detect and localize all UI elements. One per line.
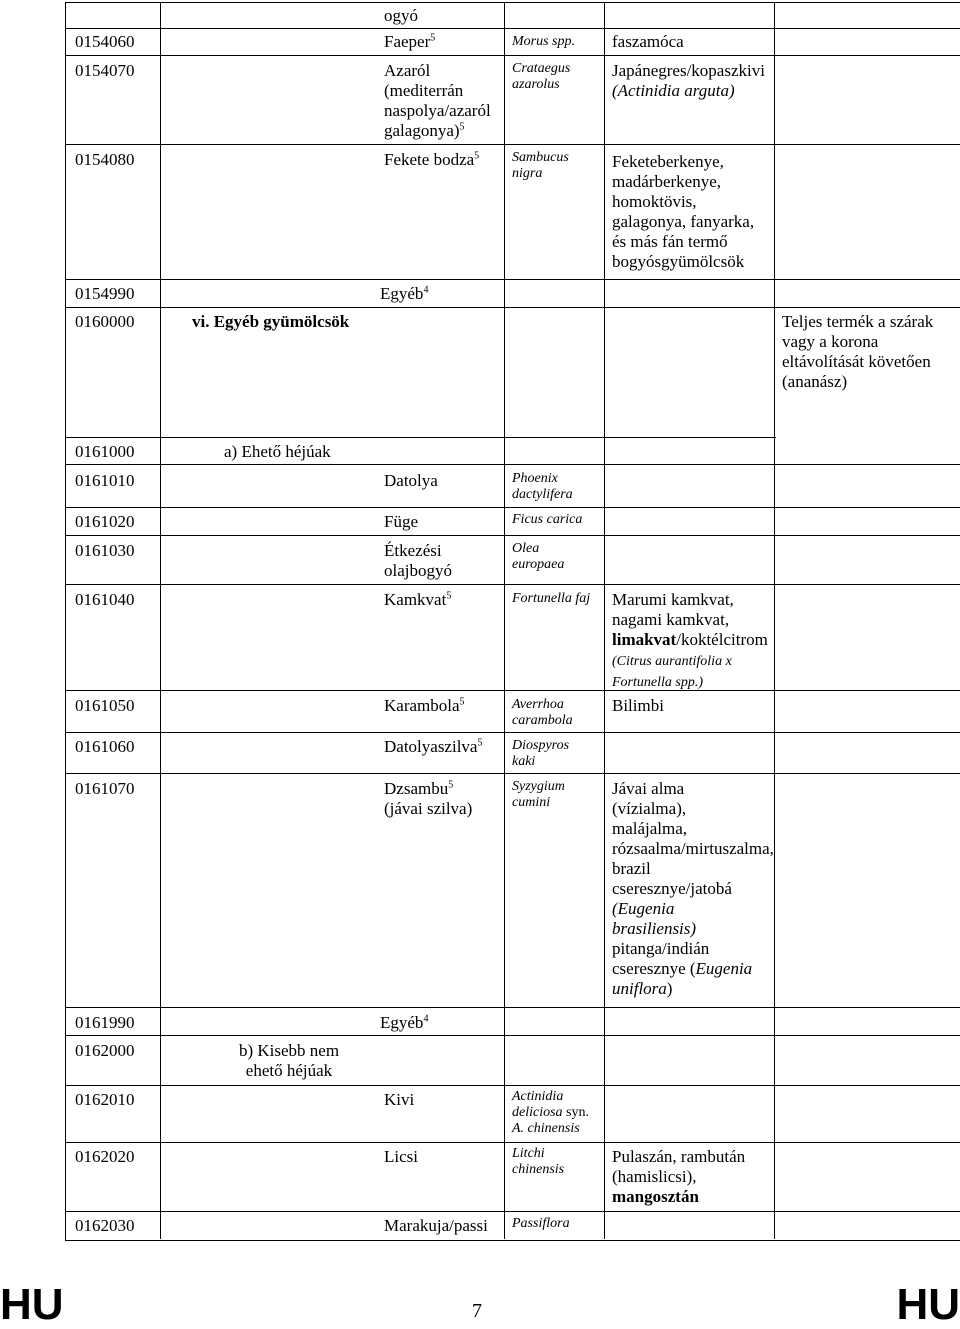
subgroup-title: b) Kisebb nem ehető héjúak	[238, 1041, 340, 1080]
product-name: Karambola$^5$	[384, 696, 465, 715]
code: 0162030	[75, 1216, 135, 1235]
code: 0162000	[75, 1041, 135, 1060]
code: 0154080	[75, 150, 135, 169]
row-line	[65, 1035, 960, 1036]
row-line	[65, 464, 960, 465]
code: 0160000	[75, 312, 135, 331]
product-name: Egyéb$^4$	[380, 1013, 429, 1032]
product-name: Marakuja/passi	[384, 1216, 488, 1235]
row-line	[65, 55, 960, 56]
col-sep-name-top	[504, 2, 505, 28]
scientific-name: Fortunella faj	[512, 591, 591, 606]
code: 0161040	[75, 590, 135, 609]
code: 0161030	[75, 541, 135, 560]
col-sep-name	[504, 28, 505, 1239]
page-number: 7	[472, 1300, 482, 1322]
scientific-name: Olea europaea	[512, 541, 565, 572]
code: 0161060	[75, 737, 135, 756]
code: 0161050	[75, 696, 135, 715]
other-names: Feketeberkenye, madárberkenye, homoktövis, galagonya, fanyarka, és más fán termő bogyósgyümölcsök	[612, 152, 755, 271]
row-line	[65, 535, 960, 536]
product-name: Kivi	[384, 1090, 415, 1109]
scientific-name: Syzygium cumini	[512, 779, 565, 810]
product-name: Fekete bodza$^5$	[384, 150, 480, 169]
code: 0161990	[75, 1013, 135, 1032]
row-line	[65, 1142, 960, 1143]
other-names: faszamóca	[612, 32, 684, 51]
row-line	[65, 279, 960, 280]
row-line	[65, 28, 960, 29]
scientific-name: Diospyros kaki	[512, 738, 570, 769]
footer-country-left: HU	[0, 1280, 64, 1329]
other-names: Pulaszán, rambután (hamislicsi), mangosztán	[612, 1147, 746, 1206]
other-names: Jávai alma (vízialma), malájalma, rózsaalma/mirtuszalma, brazil cseresznye/jatobá (Eugenia brasiliensis) pitanga/indián cseresznye (Eugenia uniflora)	[612, 779, 774, 998]
row-line	[65, 732, 960, 733]
col-sep-sci	[604, 28, 605, 1239]
scientific-name: Averrhoa carambola	[512, 697, 573, 728]
scientific-name: Passiflora	[512, 1216, 570, 1231]
other-names: Marumi kamkvat, nagami kamkvat, limakvat/koktélcitrom (Citrus aurantifolia x Fortunella spp.)	[612, 590, 768, 690]
code: 0161010	[75, 471, 135, 490]
header-fragment: ogyó	[384, 6, 418, 25]
code: 0154990	[75, 284, 135, 303]
product-name: Egyéb$^4$	[380, 284, 429, 303]
other-names: Bilimbi	[612, 696, 664, 715]
scientific-name: Litchi chinensis	[512, 1146, 565, 1177]
product-name: Füge	[384, 512, 418, 531]
code: 0161070	[75, 779, 135, 798]
table-frame	[65, 2, 960, 1241]
product-name: Datolya	[384, 471, 438, 490]
scientific-name: Sambucus nigra	[512, 150, 569, 181]
code: 0161020	[75, 512, 135, 531]
row-line	[65, 690, 960, 691]
code: 0154070	[75, 61, 135, 80]
col-sep-code	[160, 28, 161, 1239]
product-name: Faeper$^5$	[384, 32, 436, 51]
scientific-name: Ficus carica	[512, 512, 583, 527]
row-line	[65, 1211, 960, 1212]
group-title: vi. Egyéb gyümölcsök	[192, 312, 350, 331]
product-name: Étkezési olajbogyó	[384, 541, 452, 580]
row-line	[65, 773, 960, 774]
col-sep-sci-top	[604, 2, 605, 28]
product-name: Azaról (mediterrán naspolya/azaról galagonya)$^5$	[384, 61, 491, 140]
scientific-name: Actinidia deliciosa syn. A. chinensis	[512, 1089, 589, 1136]
scientific-name: Phoenix dactylifera	[512, 471, 573, 502]
footer-country-right: HU	[896, 1280, 960, 1329]
other-names: Japánegres/kopaszkivi (Actinidia arguta)	[612, 61, 765, 100]
code: 0154060	[75, 32, 135, 51]
product-name: Datolyaszilva$^5$	[384, 737, 483, 756]
subgroup-title: a) Ehető héjúak	[224, 442, 331, 461]
row-line	[65, 144, 960, 145]
row-line	[65, 507, 960, 508]
row-line	[65, 437, 776, 438]
scientific-name: Crataegus azarolus	[512, 61, 571, 92]
code: 0162010	[75, 1090, 135, 1109]
row-line	[65, 307, 960, 308]
product-name: Dzsambu$^5$ (jávai szilva)	[384, 779, 473, 818]
row-line	[65, 1085, 960, 1086]
col-sep-other	[774, 2, 775, 1239]
row-line	[65, 1007, 960, 1008]
scientific-name: Morus spp.	[512, 34, 576, 49]
product-name: Licsi	[384, 1147, 418, 1166]
code: 0161000	[75, 442, 135, 461]
product-name: Kamkvat$^5$	[384, 590, 452, 609]
remark: Teljes termék a szárak vagy a korona eltávolítását követően (ananász)	[782, 312, 934, 391]
col-sep-code-top	[160, 2, 161, 28]
row-line	[65, 584, 960, 585]
code: 0162020	[75, 1147, 135, 1166]
